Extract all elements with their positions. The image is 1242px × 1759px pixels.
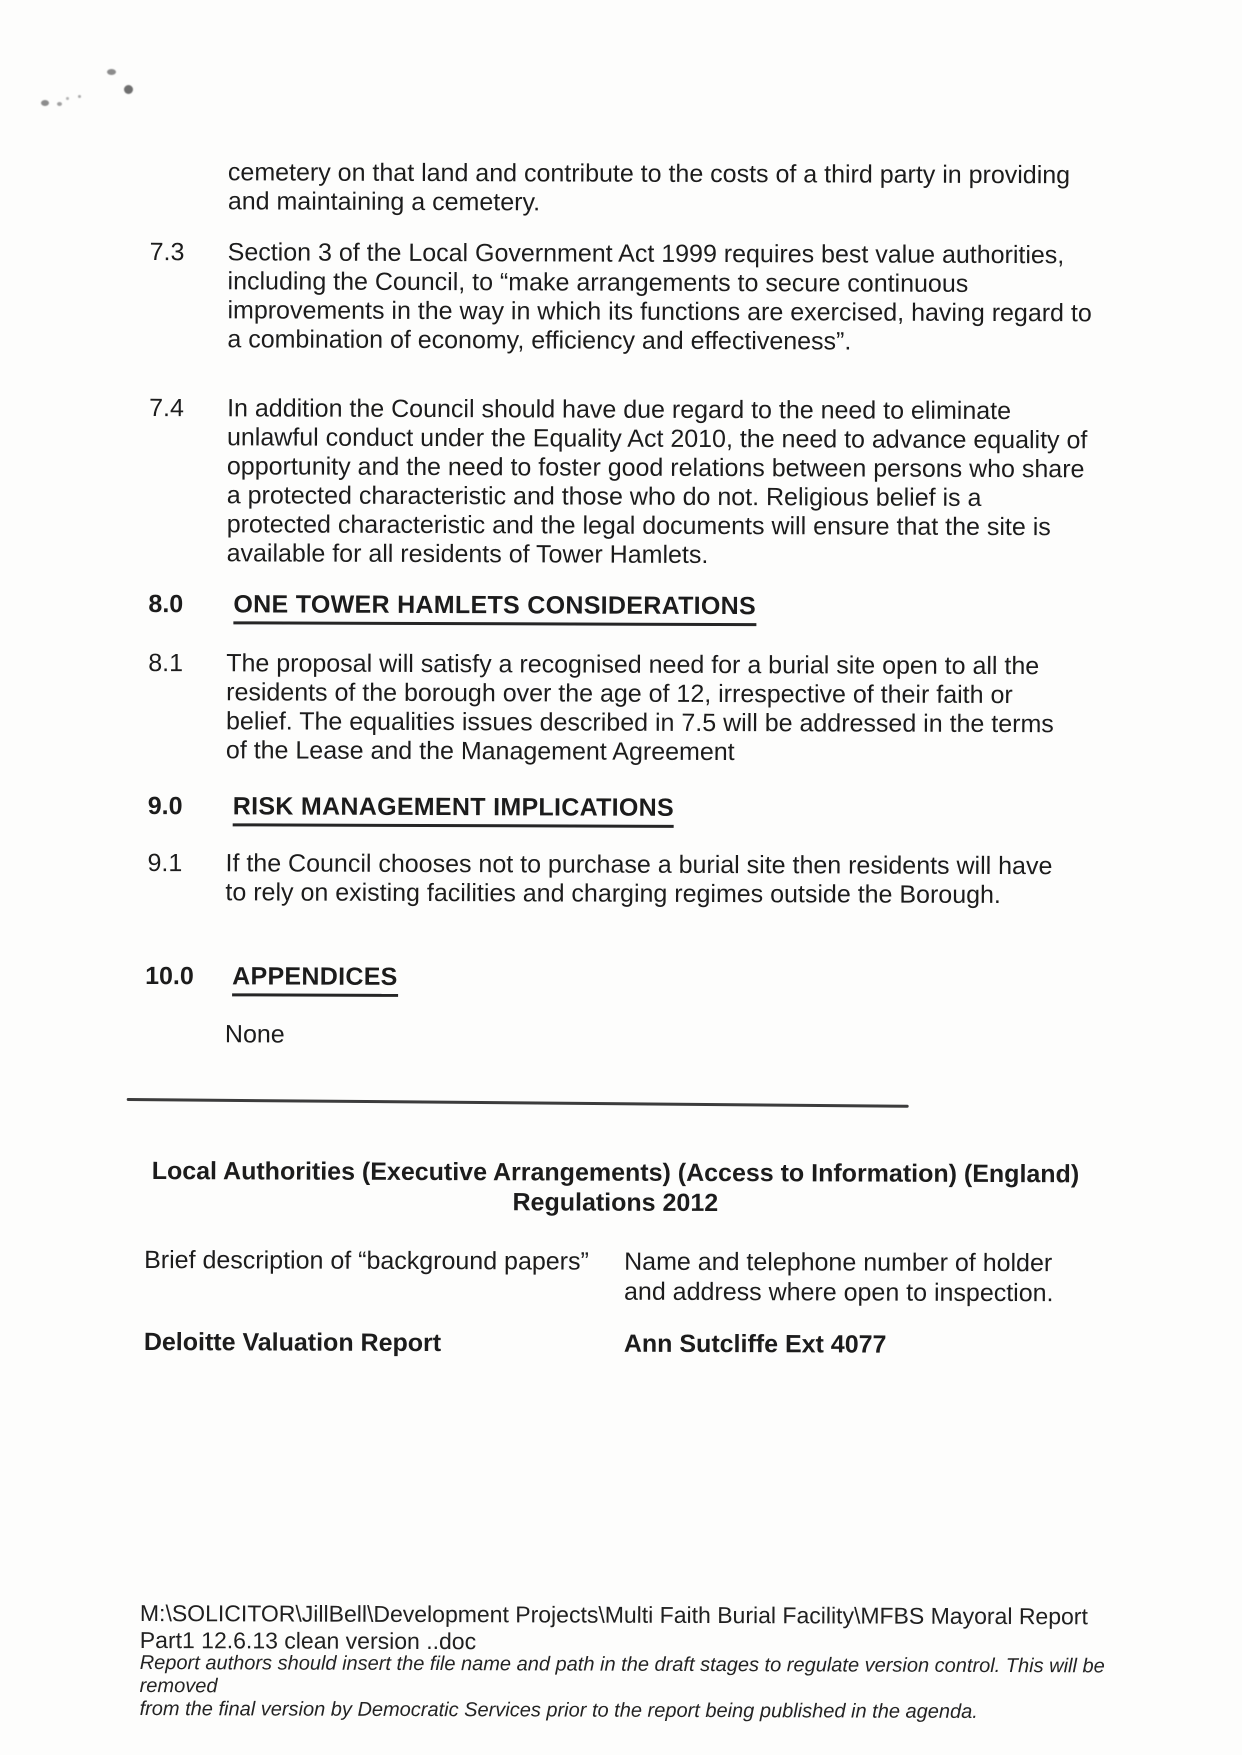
intro-paragraph: cemetery on that land and contribute to the costs of a third party in providing and maintaining a cemetery. bbox=[228, 158, 1158, 219]
section-9-1-number: 9.1 bbox=[147, 849, 225, 878]
section-8-0-title: ONE TOWER HAMLETS CONSIDERATIONS bbox=[233, 590, 756, 626]
background-papers-header: Brief description of “background papers” bbox=[144, 1245, 599, 1277]
section-8-0-heading-row bbox=[148, 590, 756, 626]
version-control-note: Report authors should insert the file name and path in the draft stages to regulate version control. This will be removed from the final version by Democratic Services prior to the report being published in the agenda. bbox=[140, 1652, 1150, 1725]
section-8-1-row bbox=[148, 649, 1156, 769]
section-8-0-number: 8.0 bbox=[148, 590, 233, 619]
section-10-0-title: APPENDICES bbox=[232, 962, 398, 997]
section-9-0-number: 9.0 bbox=[148, 792, 233, 821]
holder-contact-header: Name and telephone number of holder and address where open to inspection. bbox=[624, 1247, 1064, 1309]
section-7-4-paragraph: In addition the Council should have due regard to the need to eliminate unlawful conduct under the Equality Act 2010, the need to advance equality of opportunity and the need to foster good relations between persons who share a protected characteristic and those who do not. Religious belief is a protected characteristic and the legal documents will ensure that the site is available for all residents of Tower Hamlets. bbox=[227, 394, 1158, 571]
section-7-4-number: 7.4 bbox=[149, 394, 227, 423]
section-10-0-heading-row bbox=[145, 962, 398, 997]
document-file-path: M:\SOLICITOR\JillBell\Development Projects\Multi Faith Burial Facility\MFBS Mayoral Report Part1 12.6.13 clean version ..doc bbox=[140, 1600, 1140, 1657]
section-8-1-number: 8.1 bbox=[148, 649, 226, 678]
section-9-1-row bbox=[147, 849, 1155, 911]
section-7-3-number: 7.3 bbox=[150, 238, 228, 267]
section-10-0-number: 10.0 bbox=[145, 962, 232, 991]
background-paper-value: Deloitte Valuation Report bbox=[144, 1327, 599, 1359]
section-9-1-paragraph: If the Council chooses not to purchase a burial site then residents will have to rely on existing facilities and charging regimes outside the Borough. bbox=[225, 849, 1155, 910]
holder-contact-value: Ann Sutcliffe Ext 4077 bbox=[624, 1329, 1064, 1361]
section-9-0-heading-row bbox=[148, 792, 674, 828]
section-7-4-row bbox=[149, 394, 1158, 572]
section-9-0-title: RISK MANAGEMENT IMPLICATIONS bbox=[233, 792, 674, 828]
intro-paragraph-row bbox=[150, 158, 1158, 220]
appendices-value-row bbox=[147, 1020, 1155, 1053]
section-7-3-row bbox=[149, 238, 1157, 358]
section-8-1-paragraph: The proposal will satisfy a recognised need for a burial site open to all the residents of the borough over the age of 12, irrespective of their faith or belief. The equalities issues described in 7.5 will be addressed in the terms of the Lease and the Management Agreement bbox=[226, 649, 1156, 768]
appendices-value: None bbox=[225, 1020, 1155, 1052]
regulations-title: Local Authorities (Executive Arrangements) (Access to Information) (England) Regulations 2012 bbox=[136, 1156, 1094, 1219]
section-7-3-paragraph: Section 3 of the Local Government Act 1999 requires best value authorities, including the Council, to “make arrangements to secure continuous improvements in the way in which its functions are exercised, having regard to a combination of economy, efficiency and effectiveness”. bbox=[227, 238, 1157, 357]
section-divider-line bbox=[127, 1098, 909, 1108]
